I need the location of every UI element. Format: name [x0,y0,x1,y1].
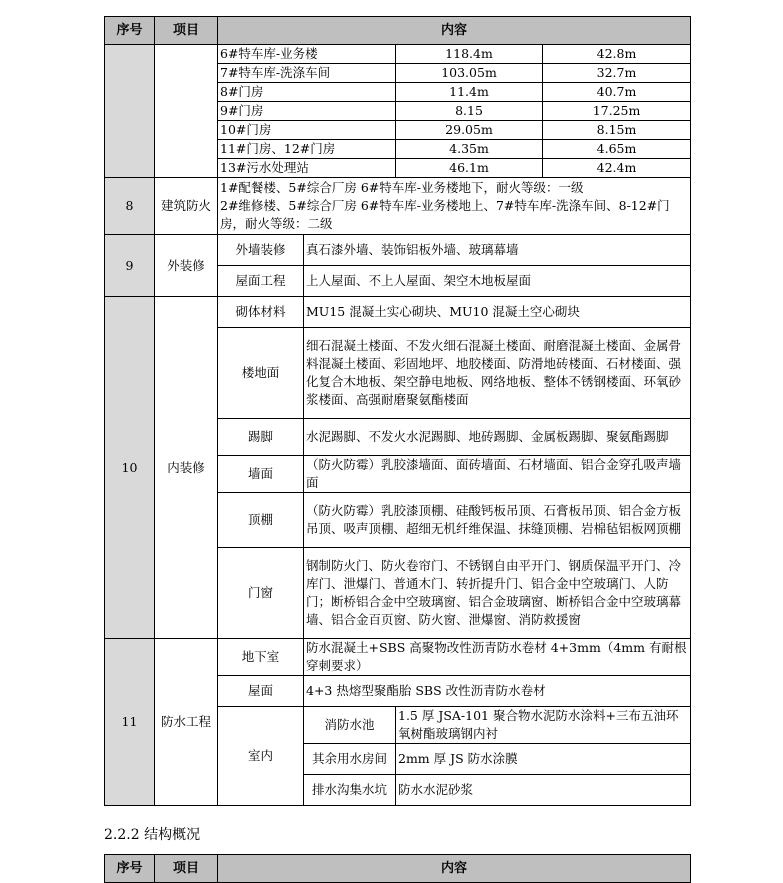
sub-item: 地下室 [218,639,304,676]
table-row [105,639,691,676]
garage-length: 29.05m [396,121,543,140]
building-overview-table [104,16,691,806]
fire-line-2: 2#维修楼、5#综合厂房 6#特车库-业务楼地上、7#特车库-洗涤车间、8-12#门房，耐火等级：二级 [220,198,670,231]
sub-content: （防火防霉）乳胶漆顶棚、硅酸钙板吊顶、石膏板吊顶、铝合金方板吊顶、吸声顶棚、超细无机纤维保温、抹缝顶棚、岩棉毡铝板网顶棚 [304,493,691,548]
garage-width: 42.8m [543,45,691,64]
garage-name: 13#污水处理站 [218,159,396,178]
sub-item: 顶棚 [218,493,304,548]
sub-content: 真石漆外墙、装饰铝板外墙、玻璃幕墙 [304,235,691,266]
header-no: 序号 [105,17,155,45]
garage-name: 9#门房 [218,102,396,121]
fire-line-1: 1#配餐楼、5#综合厂房 6#特车库-业务楼地下，耐火等级：一级 [220,180,584,195]
garage-length: 11.4m [396,83,543,102]
header-content: 内容 [218,855,691,883]
sub2-item: 排水沟集水坑 [304,775,396,806]
sub2-content: 防水水泥砂浆 [396,775,691,806]
row-item: 外装修 [155,235,218,297]
garage-length: 103.05m [396,64,543,83]
table-row [105,297,691,328]
garage-length: 118.4m [396,45,543,64]
row-no: 11 [105,639,155,806]
garage-width: 32.7m [543,64,691,83]
garage-length: 46.1m [396,159,543,178]
garage-name: 11#门房、12#门房 [218,140,396,159]
garage-name: 10#门房 [218,121,396,140]
garage-width: 40.7m [543,83,691,102]
sub-item: 砌体材料 [218,297,304,328]
sub-item: 屋面工程 [218,266,304,297]
sub-item: 屋面 [218,676,304,707]
table-header-row [105,17,691,45]
row-no: 9 [105,235,155,297]
garage-name: 6#特车库-业务楼 [218,45,396,64]
sub-item: 楼地面 [218,328,304,419]
header-item: 项目 [155,855,218,883]
sub-content: 防水混凝土+SBS 高聚物改性沥青防水卷材 4+3mm（4mm 有耐根穿刺要求） [304,639,691,676]
garage-width: 4.65m [543,140,691,159]
row-item: 防水工程 [155,639,218,806]
sub-item: 门窗 [218,548,304,639]
sub-item: 墙面 [218,456,304,493]
table-header-row [105,855,691,883]
sub-item: 踢脚 [218,419,304,456]
sub-content: MU15 混凝土实心砌块、MU10 混凝土空心砌块 [304,297,691,328]
row-no: 10 [105,297,155,639]
sub-content: 上人屋面、不上人屋面、架空木地板屋面 [304,266,691,297]
sub2-item: 消防水池 [304,707,396,744]
structure-overview-table [104,854,691,883]
sub-item: 室内 [218,707,304,806]
sub-content: 细石混凝土楼面、不发火细石混凝土楼面、耐磨混凝土楼面、金属骨料混凝土楼面、彩固地坪、地胶楼面、防滑地砖楼面、石材楼面、强化复合木地板、架空静电地板、网络地板、整体不锈钢楼面、环氧砂浆楼面、高强耐磨聚氨酯楼面 [304,328,691,419]
fire-content [218,178,691,235]
garage-width: 8.15m [543,121,691,140]
table-row [105,178,691,235]
sub-content: 4+3 热熔型聚酯胎 SBS 改性沥青防水卷材 [304,676,691,707]
header-content: 内容 [218,17,691,45]
table-row [105,235,691,266]
sub-content: 水泥踢脚、不发火水泥踢脚、地砖踢脚、金属板踢脚、聚氨酯踢脚 [304,419,691,456]
garage-name: 8#门房 [218,83,396,102]
row-no-cell [105,45,155,178]
garage-name: 7#特车库-洗涤车间 [218,64,396,83]
sub2-item: 其余用水房间 [304,744,396,775]
sub2-content: 1.5 厚 JSA-101 聚合物水泥防水涂料+三布五油环氧树酯玻璃钢内衬 [396,707,691,744]
sub2-content: 2mm 厚 JS 防水涂膜 [396,744,691,775]
section-heading: 2.2.2 结构概况 [104,827,201,843]
row-no: 8 [105,178,155,235]
garage-length: 4.35m [396,140,543,159]
table-row [105,45,691,64]
header-no: 序号 [105,855,155,883]
garage-width: 42.4m [543,159,691,178]
sub-item: 外墙装修 [218,235,304,266]
garage-length: 8.15 [396,102,543,121]
header-item: 项目 [155,17,218,45]
sub-content: （防火防霉）乳胶漆墙面、面砖墙面、石材墙面、铝合金穿孔吸声墙面 [304,456,691,493]
garage-width: 17.25m [543,102,691,121]
row-item: 内装修 [155,297,218,639]
row-item-cell [155,45,218,178]
row-item: 建筑防火 [155,178,218,235]
sub-content: 钢制防火门、防火卷帘门、不锈钢自由平开门、钢质保温平开门、冷库门、泄爆门、普通木门、转折提升门、铝合金中空玻璃门、人防门；断桥铝合金中空玻璃窗、铝合金玻璃窗、断桥铝合金中空玻璃幕墙、铝合金百页窗、防火窗、泄爆窗、消防救援窗 [304,548,691,639]
